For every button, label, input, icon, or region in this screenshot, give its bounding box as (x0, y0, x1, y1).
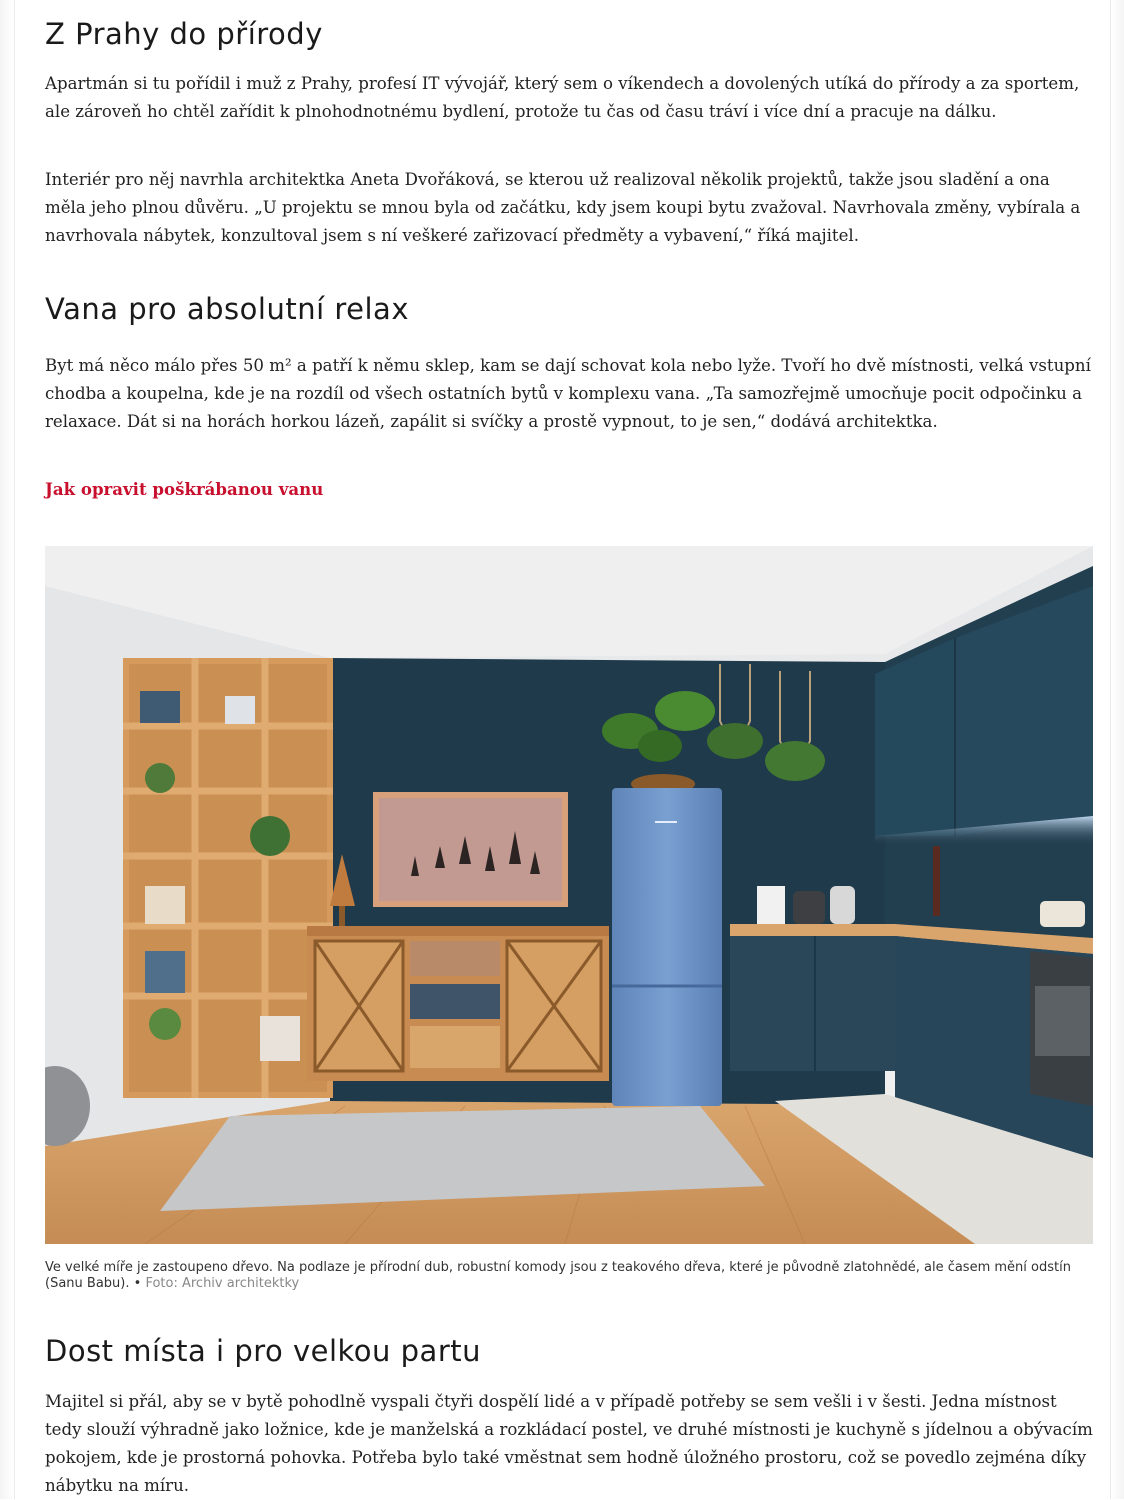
caption-separator: • (133, 1276, 142, 1291)
article-photo[interactable] (45, 546, 1093, 1244)
related-article-link[interactable]: Jak opravit poškrábanou vanu (45, 479, 324, 499)
sideboard (307, 926, 609, 1081)
paragraph-apartman: Apartmán si tu pořídil i muž z Prahy, profesí IT vývojář, který sem o víkendech a dovolených utíká do přírody a za sportem, ale zároveň ho chtěl zařídit k plnohodnotnému bydlení, protože tu čas od času tráví i více dní a pracuje na dálku. (45, 74, 1080, 121)
section-heading-z-prahy: Z Prahy do přírody (45, 17, 323, 51)
page-left-shadow (0, 0, 15, 1499)
photo-caption (45, 1260, 1085, 1292)
section-heading-dost-mista: Dost místa i pro velkou partu (45, 1334, 481, 1368)
paragraph-majitel: Majitel si přál, aby se v bytě pohodlně vyspali čtyři dospělí lidé a v případě potřeby se sem vešli i v šesti. Jedna místnost tedy slouží výhradně jako ložnice, kde je manželská a rozkládací postel, ve druhé místnosti je kuchyně s jídelnou a obývacím pokojem, kde je prostorná pohovka. Potřeba bylo také vměstnat sem hodně úložného prostoru, což se povedlo zejména díky nábytku na míru. (45, 1392, 1093, 1495)
page-right-shadow (1110, 0, 1124, 1499)
fridge (612, 788, 722, 1106)
section-heading-vana: Vana pro absolutní relax (45, 292, 409, 326)
tv-frame (373, 792, 568, 907)
paragraph-interier: Interiér pro něj navrhla architektka Aneta Dvořáková, se kterou už realizoval několik projektů, takže jsou sladění a ona měla jeho plnou důvěru. „U projektu se mnou byla od začátku, kdy jsem koupi bytu zvažoval. Navrhovala změny, vybírala a navrhovala nábytek, konzultoval jsem s ní veškeré zařizovací předměty a vybavení,“ říká majitel. (45, 170, 1081, 245)
caption-text: Ve velké míře je zastoupeno dřevo. Na podlaze je přírodní dub, robustní komody jsou z teakového dřeva, které je původně zlatohnědé, ale časem mění odstín (Sanu Babu). (45, 1260, 1071, 1291)
kitchen-living-room-illustration (45, 546, 1093, 1244)
paragraph-byt: Byt má něco málo přes 50 m² a patří k němu sklep, kam se dají schovat kola nebo lyže. Tvoří ho dvě místnosti, velká vstupní chodba a koupelna, kde je na rozdíl od všech ostatních bytů v komplexu vana. „Ta samozřejmě umocňuje pocit odpočinku a relaxace. Dát si na horách horkou lázeň, zapálit si svíčky a prostě vypnout, to je sen,“ dodává architektka. (45, 356, 1091, 431)
photo-credit: Foto: Archiv architektky (145, 1276, 300, 1291)
bookshelf (123, 658, 333, 1098)
